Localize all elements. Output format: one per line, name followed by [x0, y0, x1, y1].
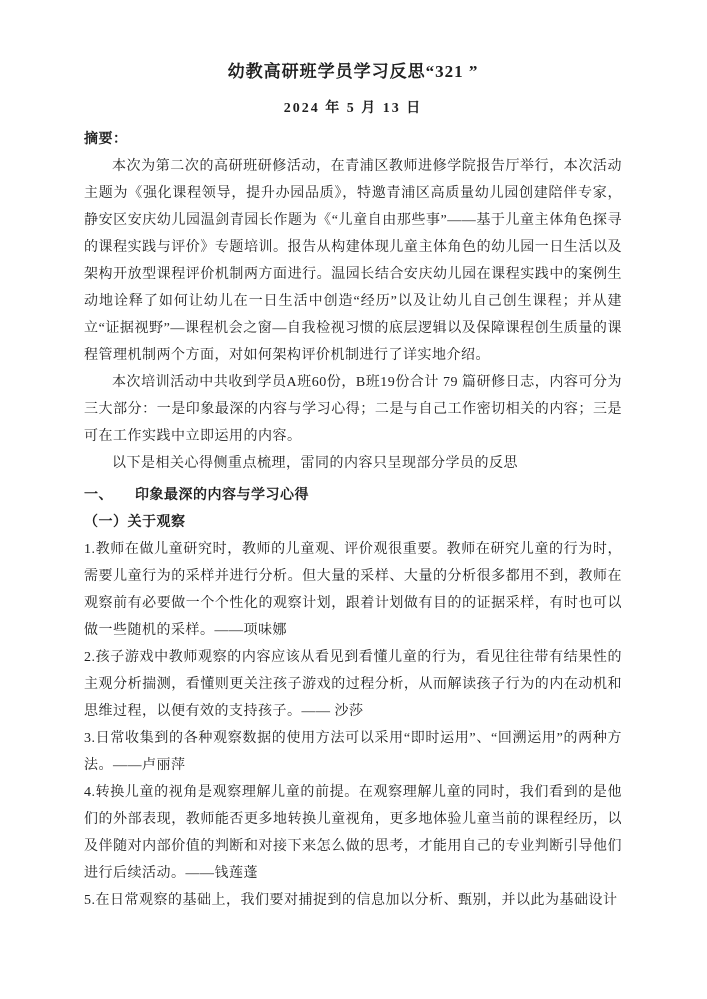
- reflection-item-2: 2.孩子游戏中教师观察的内容应该从看见到看懂儿童的行为，看见往往带有结果性的主观分析揣测，看懂则更关注孩子游戏的过程分析，从而解读孩子行为的内在动机和思维过程，以便有效的支持孩子。—— 沙莎: [84, 650, 622, 719]
- reflection-item-4: 4.转换儿童的视角是观察理解儿童的前提。在观察理解儿童的同时，我们看到的是他们的外部表现，教师能否更多地转换儿童视角，更多地体验儿童当前的课程经历，以及伴随对内部价值的判断和对接下来怎么做的思考，才能用自己的专业判断引导他们进行后续活动。——钱莲蓬: [84, 785, 622, 881]
- intro-paragraph-2: 本次培训活动中共收到学员A班60份，B班19份合计 79 篇研修日志，内容可分为三大部分：一是印象最深的内容与学习心得；二是与自己工作密切相关的内容；三是可在工作实践中立即运用的内容。: [84, 375, 622, 444]
- section-subheading: （一）关于观察: [84, 515, 186, 530]
- document-title: 幼教高研班学员学习反思“321 ”: [227, 62, 479, 81]
- reflection-item-3: 3.日常收集到的各种观察数据的使用方法可以采用“即时运用”、“回溯运用”的两种方法。——卢丽萍: [84, 731, 622, 773]
- intro-paragraph-1: 本次为第二次的高研班研修活动，在青浦区教师进修学院报告厅举行，本次活动主题为《强化课程领导，提升办园品质》，特邀青浦区高质量幼儿园创建陪伴专家，静安区安庆幼儿园温剑青园长作题为《“儿童自由那些事”——基于儿童主体角色探寻的课程实践与评价》专题培训。报告从构建体现儿童主体角色的幼儿园一日生活以及架构开放型课程评价机制两方面进行。温园长结合安庆幼儿园在课程实践中的案例生动地诠释了如何让幼儿在一日生活中创造“经历”以及让幼儿自己创生课程；并从建立“证据视野”—课程机会之窗—自我检视习惯的底层逻辑以及保障课程创生质量的课程管理机制两个方面，对如何架构评价机制进行了详实地介绍。: [84, 159, 622, 363]
- document-date: 2024 年 5 月 13 日: [283, 101, 423, 116]
- reflection-item-1: 1.教师在做儿童研究时，教师的儿童观、评价观很重要。教师在研究儿童的行为时，需要儿童行为的采样并进行分析。但大量的采样、大量的分析很多都用不到，教师在观察前有必要做一个个性化的观察计划，跟着计划做有目的的证据采样，有时也可以做一些随机的采样。——项味娜: [84, 542, 622, 638]
- abstract-label: 摘要：: [84, 132, 128, 147]
- section-heading: 一、 印象最深的内容与学习心得: [84, 488, 309, 503]
- reflection-item-5: 5.在日常观察的基础上，我们要对捕捉到的信息加以分析、甄别，并以此为基础设计: [84, 893, 618, 908]
- intro-paragraph-3: 以下是相关心得侧重点梳理，雷同的内容只呈现部分学员的反思: [112, 456, 518, 471]
